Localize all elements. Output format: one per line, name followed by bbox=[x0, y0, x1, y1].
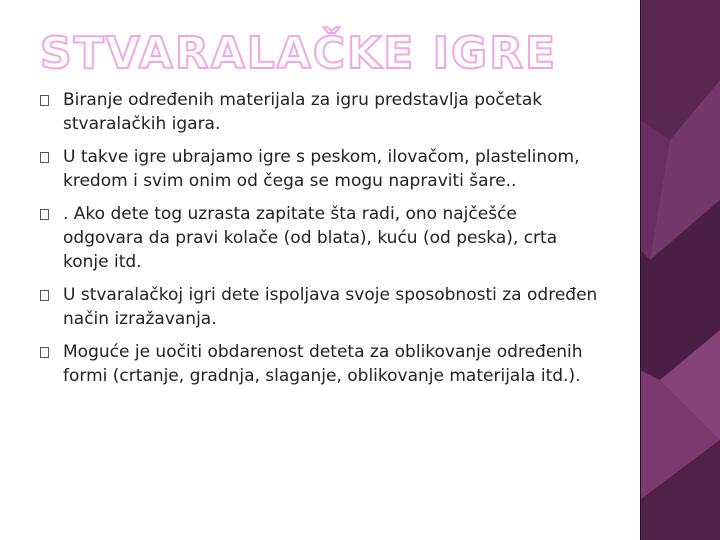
purple-facet-pattern bbox=[640, 0, 720, 540]
checkbox-square-icon bbox=[40, 209, 49, 220]
slide-title: STVARALAČKE IGRE bbox=[40, 28, 558, 79]
bullet-item bbox=[40, 88, 600, 136]
bullet-item bbox=[40, 202, 600, 274]
bullet-item bbox=[40, 283, 600, 331]
bullet-text: Moguće je uočiti obdarenost deteta za oblikovanje određenih formi (crtanje, gradnja, slaganje, oblikovanje materijala itd.). bbox=[63, 342, 583, 386]
checkbox-square-icon bbox=[40, 347, 49, 358]
bullet-text: U takve igre ubrajamo igre s peskom, ilovačom, plastelinom, kredom i svim onim od čega se mogu napraviti šare.. bbox=[63, 147, 580, 191]
checkbox-square-icon bbox=[40, 95, 49, 106]
checkbox-square-icon bbox=[40, 152, 49, 163]
bullet-list bbox=[40, 88, 600, 397]
bullet-text: Biranje određenih materijala za igru predstavlja početak stvaralačkih igara. bbox=[63, 90, 543, 134]
bullet-text: . Ako dete tog uzrasta zapitate šta radi, ono najčešće odgovara da pravi kolače (od blata), kuću (od peska), crta konje itd. bbox=[63, 204, 558, 272]
decorative-side-panel bbox=[640, 0, 720, 540]
bullet-text: U stvaralačkoj igri dete ispoljava svoje sposobnosti za određen način izražavanja. bbox=[63, 285, 598, 329]
checkbox-square-icon bbox=[40, 290, 49, 301]
bullet-item bbox=[40, 340, 600, 388]
bullet-item bbox=[40, 145, 600, 193]
